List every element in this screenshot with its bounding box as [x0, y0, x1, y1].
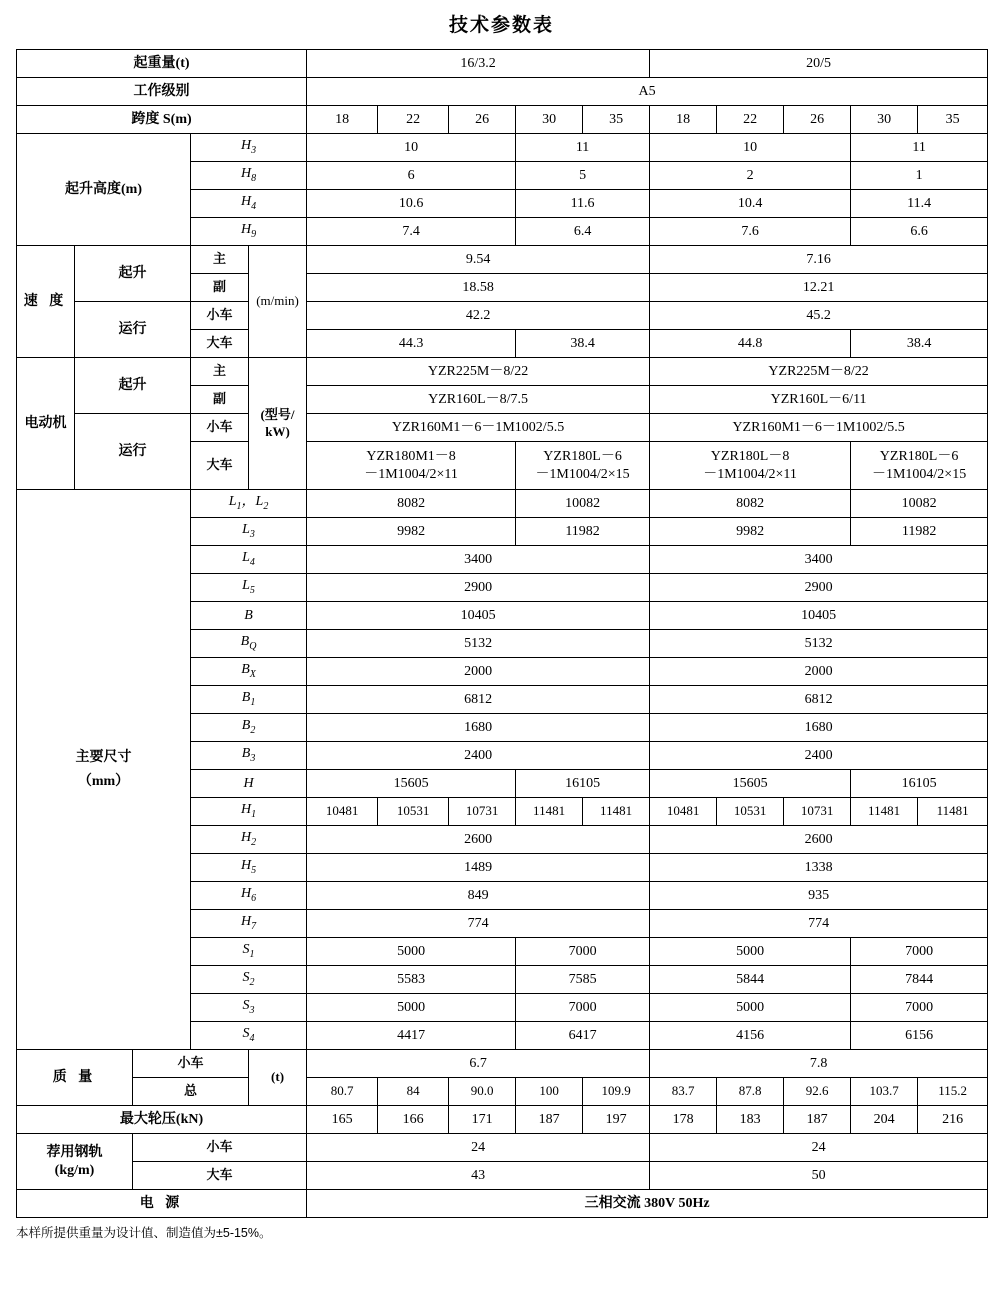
mass-total-10: 115.2: [918, 1078, 988, 1106]
span-value-2: 22: [378, 106, 449, 134]
dim-S1-1: 5000: [307, 938, 516, 966]
h4-value-3: 10.4: [650, 190, 851, 218]
dim-B-1: 10405: [307, 602, 650, 630]
span-value-3: 26: [449, 106, 516, 134]
power-value: 三相交流 380V 50Hz: [307, 1190, 988, 1218]
rail-crane-1: 43: [307, 1162, 650, 1190]
symbol-B1: $B_1$: [191, 686, 307, 714]
unit-motor-line1: (型号/: [260, 407, 295, 423]
symbol-BQ: $B_Q$: [191, 630, 307, 658]
symbol-S3: $S_3$: [191, 994, 307, 1022]
label-mass-total: 总: [133, 1078, 249, 1106]
dim-B1-2: 6812: [650, 686, 988, 714]
dim-H6-2: 935: [650, 882, 988, 910]
table-row-max-wheel-load: [17, 1106, 988, 1134]
label-span: [17, 106, 307, 134]
dim-S4-3: 4156: [650, 1022, 851, 1050]
label-speed: 速 度: [17, 246, 75, 358]
symbol-H5: $H_5$: [191, 854, 307, 882]
motor-hoist-aux-2: YZR160L－6/11: [650, 386, 988, 414]
symbol-B: B: [191, 602, 307, 630]
dim-B-2: 10405: [650, 602, 988, 630]
mass-total-3: 90.0: [449, 1078, 516, 1106]
span-value-5: 35: [583, 106, 650, 134]
motor-crane-2: [516, 442, 650, 490]
dim-S3-2: 7000: [516, 994, 650, 1022]
dim-H1-8: 10731: [784, 798, 851, 826]
symbol-H6: $H_6$: [191, 882, 307, 910]
span-value-9: 30: [851, 106, 918, 134]
symbol-h8: $H_8$: [191, 162, 307, 190]
span-value-6: 18: [650, 106, 717, 134]
dim-L3-3: 9982: [650, 518, 851, 546]
dim-S4-1: 4417: [307, 1022, 516, 1050]
dim-H2-2: 2600: [650, 826, 988, 854]
dim-L1L2-2: 10082: [516, 490, 650, 518]
dim-L3-4: 11982: [851, 518, 988, 546]
unit-mass: (t): [249, 1050, 307, 1106]
label-main-dims-unit: （mm）: [77, 773, 130, 789]
motor-trolley-1: YZR160M1－6－1M1002/5.5: [307, 414, 650, 442]
table-row-h3: [17, 134, 988, 162]
mass-total-9: 103.7: [851, 1078, 918, 1106]
motor-crane-3-line1: YZR180L－8: [710, 449, 790, 464]
h8-value-4: 1: [851, 162, 988, 190]
dim-S2-2: 7585: [516, 966, 650, 994]
motor-crane-2-line1: YZR180L－6: [543, 449, 622, 464]
mass-total-5: 109.9: [583, 1078, 650, 1106]
h4-value-1: 10.6: [307, 190, 516, 218]
dim-H1-9: 11481: [851, 798, 918, 826]
mass-total-1: 80.7: [307, 1078, 378, 1106]
symbol-H1: $H_1$: [191, 798, 307, 826]
symbol-h9: $H_9$: [191, 218, 307, 246]
h4-value-4: 11.4: [851, 190, 988, 218]
wheel-load-5: 197: [583, 1106, 650, 1134]
h9-value-1: 7.4: [307, 218, 516, 246]
table-row-motor-hoist-main: [17, 358, 988, 386]
unit-motor-line2: kW): [265, 423, 290, 439]
table-row-mass-trolley: [17, 1050, 988, 1078]
label-motor-main: 主: [191, 358, 249, 386]
dim-H5-1: 1489: [307, 854, 650, 882]
mass-total-6: 83.7: [650, 1078, 717, 1106]
span-value-1: 18: [307, 106, 378, 134]
dim-S3-3: 5000: [650, 994, 851, 1022]
dim-S4-4: 6156: [851, 1022, 988, 1050]
symbol-S4: $S_4$: [191, 1022, 307, 1050]
dim-B3-2: 2400: [650, 742, 988, 770]
dim-H-4: 16105: [851, 770, 988, 798]
label-mass-trolley: 小车: [133, 1050, 249, 1078]
label-motor-trolley: 小车: [191, 414, 249, 442]
span-value-7: 22: [717, 106, 784, 134]
h3-value-4: 11: [851, 134, 988, 162]
unit-m-per-min: (m/min): [249, 246, 307, 358]
mass-trolley-2: 7.8: [650, 1050, 988, 1078]
dim-B3-1: 2400: [307, 742, 650, 770]
dim-B1-1: 6812: [307, 686, 650, 714]
dim-S3-1: 5000: [307, 994, 516, 1022]
wheel-load-7: 183: [717, 1106, 784, 1134]
label-capacity: 起重量(t): [17, 50, 307, 78]
dim-B2-1: 1680: [307, 714, 650, 742]
symbol-h3: $H_3$: [191, 134, 307, 162]
symbol-h4: $H_4$: [191, 190, 307, 218]
mass-total-7: 87.8: [717, 1078, 784, 1106]
dim-S4-2: 6417: [516, 1022, 650, 1050]
wheel-load-4: 187: [516, 1106, 583, 1134]
label-work-class: 工作级别: [17, 78, 307, 106]
dim-H2-1: 2600: [307, 826, 650, 854]
wheel-load-8: 187: [784, 1106, 851, 1134]
dim-H1-6: 10481: [650, 798, 717, 826]
dim-L3-2: 11982: [516, 518, 650, 546]
speed-hoist-main-1: 9.54: [307, 246, 650, 274]
symbol-L3: $L_3$: [191, 518, 307, 546]
table-row-motor-travel-trolley: [17, 414, 988, 442]
label-span-text: 跨度 S(m): [131, 111, 192, 127]
dim-L1L2-1: 8082: [307, 490, 516, 518]
dim-H1-7: 10531: [717, 798, 784, 826]
label-motor-travel: 运行: [75, 414, 191, 490]
motor-hoist-main-2: YZR225M－8/22: [650, 358, 988, 386]
technical-parameters-table: [16, 49, 988, 1218]
unit-motor: [249, 358, 307, 490]
speed-crane-3: 44.8: [650, 330, 851, 358]
mass-trolley-1: 6.7: [307, 1050, 650, 1078]
mass-total-2: 84: [378, 1078, 449, 1106]
speed-crane-2: 38.4: [516, 330, 650, 358]
dim-S2-1: 5583: [307, 966, 516, 994]
speed-trolley-1: 42.2: [307, 302, 650, 330]
dim-L3-1: 9982: [307, 518, 516, 546]
motor-crane-3: [650, 442, 851, 490]
dim-H6-1: 849: [307, 882, 650, 910]
label-speed-travel: 运行: [75, 302, 191, 358]
h9-value-3: 7.6: [650, 218, 851, 246]
label-power: 电 源: [17, 1190, 307, 1218]
dim-S1-3: 5000: [650, 938, 851, 966]
h8-value-1: 6: [307, 162, 516, 190]
table-row-speed-travel-trolley: [17, 302, 988, 330]
label-mass: 质 量: [17, 1050, 133, 1106]
label-rail-line2: (kg/m): [54, 1162, 95, 1178]
rail-crane-2: 50: [650, 1162, 988, 1190]
table-row-work-class: [17, 78, 988, 106]
dim-L1L2-3: 8082: [650, 490, 851, 518]
label-motor: 电动机: [17, 358, 75, 490]
motor-trolley-2: YZR160M1－6－1M1002/5.5: [650, 414, 988, 442]
h9-value-2: 6.4: [516, 218, 650, 246]
speed-hoist-aux-2: 12.21: [650, 274, 988, 302]
motor-hoist-main-1: YZR225M－8/22: [307, 358, 650, 386]
symbol-B2: $B_2$: [191, 714, 307, 742]
page-title: 技术参数表: [448, 15, 554, 36]
table-row-dim-L1L2: [17, 490, 988, 518]
wheel-load-2: 166: [378, 1106, 449, 1134]
dim-L4-1: 3400: [307, 546, 650, 574]
h4-value-2: 11.6: [516, 190, 650, 218]
symbol-S2: $S_2$: [191, 966, 307, 994]
table-row-power: [17, 1190, 988, 1218]
symbol-H7: $H_7$: [191, 910, 307, 938]
rail-trolley-2: 24: [650, 1134, 988, 1162]
motor-crane-3-line2: －1M1004/2×11: [703, 466, 797, 482]
dim-B2-2: 1680: [650, 714, 988, 742]
dim-H1-2: 10531: [378, 798, 449, 826]
span-value-4: 30: [516, 106, 583, 134]
table-row-speed-hoist-main: [17, 246, 988, 274]
wheel-load-6: 178: [650, 1106, 717, 1134]
h8-value-3: 2: [650, 162, 851, 190]
span-value-8: 26: [784, 106, 851, 134]
symbol-H2: $H_2$: [191, 826, 307, 854]
mass-total-8: 92.6: [784, 1078, 851, 1106]
mass-total-4: 100: [516, 1078, 583, 1106]
rail-trolley-1: 24: [307, 1134, 650, 1162]
label-main-dims: [17, 490, 191, 1050]
dim-S3-4: 7000: [851, 994, 988, 1022]
dim-S2-4: 7844: [851, 966, 988, 994]
motor-crane-2-line2: －1M1004/2×15: [535, 466, 630, 482]
motor-crane-1-line2: －1M1004/2×11: [364, 466, 458, 482]
dim-H1-4: 11481: [516, 798, 583, 826]
table-row-span: [17, 106, 988, 134]
span-value-10: 35: [918, 106, 988, 134]
label-rail-trolley: 小车: [133, 1134, 307, 1162]
label-rail-line1: 荐用钢轨: [46, 1145, 103, 1160]
symbol-S1: $S_1$: [191, 938, 307, 966]
speed-crane-1: 44.3: [307, 330, 516, 358]
motor-hoist-aux-1: YZR160L－8/7.5: [307, 386, 650, 414]
wheel-load-10: 216: [918, 1106, 988, 1134]
motor-crane-4-line2: －1M1004/2×15: [871, 466, 967, 482]
wheel-load-9: 204: [851, 1106, 918, 1134]
label-motor-aux: 副: [191, 386, 249, 414]
table-row-capacity: [17, 50, 988, 78]
label-rail-crane: 大车: [133, 1162, 307, 1190]
motor-crane-4: [851, 442, 988, 490]
dim-S1-2: 7000: [516, 938, 650, 966]
dim-H7-2: 774: [650, 910, 988, 938]
table-row-mass-total: [17, 1078, 988, 1106]
wheel-load-1: 165: [307, 1106, 378, 1134]
dim-S1-4: 7000: [851, 938, 988, 966]
dim-BQ-2: 5132: [650, 630, 988, 658]
label-motor-hoisting: 起升: [75, 358, 191, 414]
label-speed-aux: 副: [191, 274, 249, 302]
table-row-rail-trolley: [17, 1134, 988, 1162]
dim-H-1: 15605: [307, 770, 516, 798]
speed-hoist-aux-1: 18.58: [307, 274, 650, 302]
dim-H5-2: 1338: [650, 854, 988, 882]
dim-H-2: 16105: [516, 770, 650, 798]
dim-S2-3: 5844: [650, 966, 851, 994]
label-speed-crane: 大车: [191, 330, 249, 358]
h3-value-3: 10: [650, 134, 851, 162]
h9-value-4: 6.6: [851, 218, 988, 246]
dim-H7-1: 774: [307, 910, 650, 938]
h3-value-1: 10: [307, 134, 516, 162]
label-speed-main: 主: [191, 246, 249, 274]
symbol-L5: $L_5$: [191, 574, 307, 602]
capacity-value-1: 16/3.2: [307, 50, 650, 78]
wheel-load-3: 171: [449, 1106, 516, 1134]
dim-L1L2-4: 10082: [851, 490, 988, 518]
dim-L4-2: 3400: [650, 546, 988, 574]
h8-value-2: 5: [516, 162, 650, 190]
work-class-value: A5: [307, 78, 988, 106]
label-max-wheel-load: 最大轮压(kN): [17, 1106, 307, 1134]
dim-H1-10: 11481: [918, 798, 988, 826]
speed-crane-4: 38.4: [851, 330, 988, 358]
label-main-dims-text: 主要尺寸: [75, 750, 132, 765]
symbol-L4: $L_4$: [191, 546, 307, 574]
dim-BQ-1: 5132: [307, 630, 650, 658]
symbol-H: H: [191, 770, 307, 798]
symbol-L1L2: $L_1$，$L_2$: [191, 490, 307, 518]
h3-value-2: 11: [516, 134, 650, 162]
speed-trolley-2: 45.2: [650, 302, 988, 330]
dim-L5-1: 2900: [307, 574, 650, 602]
table-row-rail-crane: [17, 1162, 988, 1190]
dim-H1-1: 10481: [307, 798, 378, 826]
symbol-B3: $B_3$: [191, 742, 307, 770]
label-rail: [17, 1134, 133, 1190]
dim-H1-3: 10731: [449, 798, 516, 826]
motor-crane-1-line1: YZR180M1－8: [366, 449, 456, 464]
dim-BX-1: 2000: [307, 658, 650, 686]
label-speed-trolley: 小车: [191, 302, 249, 330]
motor-crane-1: [307, 442, 516, 490]
motor-crane-4-line1: YZR180L－6: [879, 449, 959, 464]
symbol-BX: $B_X$: [191, 658, 307, 686]
footnote: 本样所提供重量为设计值、制造值为±5-15%。: [16, 1226, 272, 1240]
label-speed-hoisting: 起升: [75, 246, 191, 302]
dim-H-3: 15605: [650, 770, 851, 798]
dim-L5-2: 2900: [650, 574, 988, 602]
speed-hoist-main-2: 7.16: [650, 246, 988, 274]
label-lift-height: 起升高度(m): [17, 134, 191, 246]
dim-BX-2: 2000: [650, 658, 988, 686]
dim-H1-5: 11481: [583, 798, 650, 826]
capacity-value-2: 20/5: [650, 50, 988, 78]
label-motor-crane: 大车: [191, 442, 249, 490]
